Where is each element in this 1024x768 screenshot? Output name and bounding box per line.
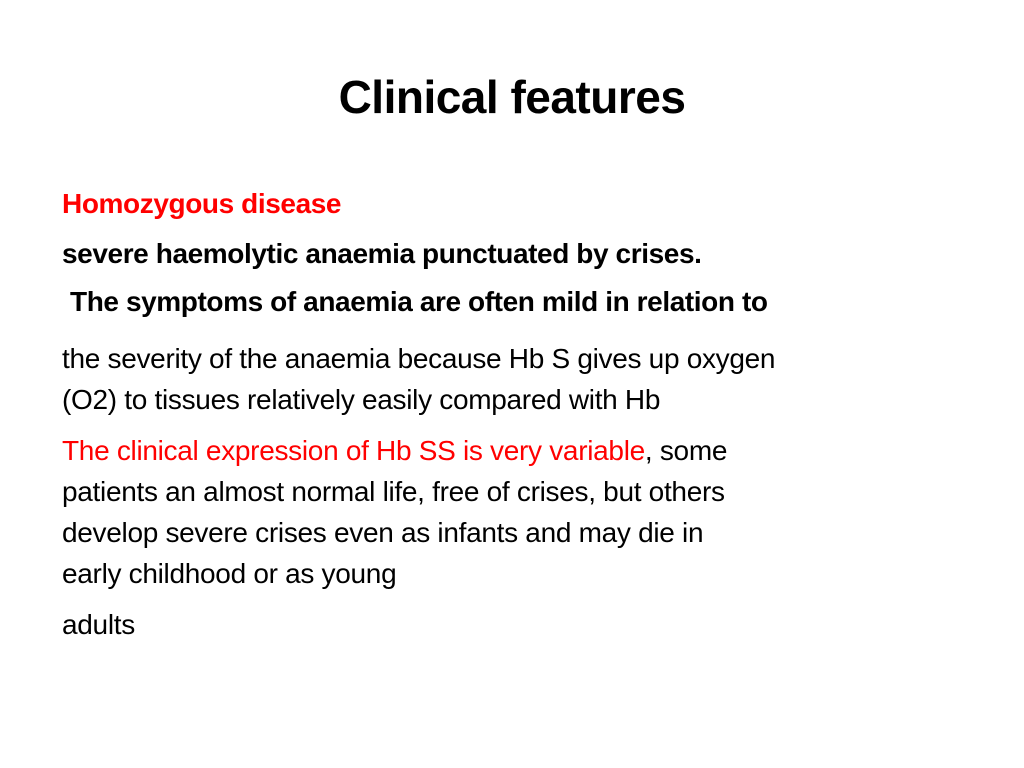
slide-title: Clinical features xyxy=(338,71,686,123)
paragraph-oxygen-row-1: the severity of the anaemia because Hb S gives up oxygen xyxy=(62,343,776,374)
bold-line-symptoms: The symptoms of anaemia are often mild in relation to xyxy=(70,286,768,317)
paragraph-oxygen xyxy=(62,338,982,420)
paragraph-clinical-row-1 xyxy=(62,430,982,471)
last-line-adults: adults xyxy=(62,609,135,640)
slide-body xyxy=(62,184,982,645)
bold-line-anaemia: severe haemolytic anaemia punctuated by crises. xyxy=(62,238,702,269)
clinical-row-1-rest: , some xyxy=(644,435,728,466)
heading-homozygous: Homozygous disease xyxy=(62,188,342,219)
clinical-expression-highlight: The clinical expression of Hb SS is very variable xyxy=(62,435,645,466)
paragraph-clinical-expression xyxy=(62,430,982,594)
paragraph-clinical-row-2: patients an almost normal life, free of crises, but others xyxy=(62,476,725,507)
paragraph-clinical-row-3: develop severe crises even as infants and may die in xyxy=(62,517,704,548)
paragraph-adults xyxy=(62,604,982,645)
paragraph-clinical-row-4: early childhood or as young xyxy=(62,558,397,589)
paragraph-oxygen-row-2: (O2) to tissues relatively easily compared with Hb xyxy=(62,384,661,415)
